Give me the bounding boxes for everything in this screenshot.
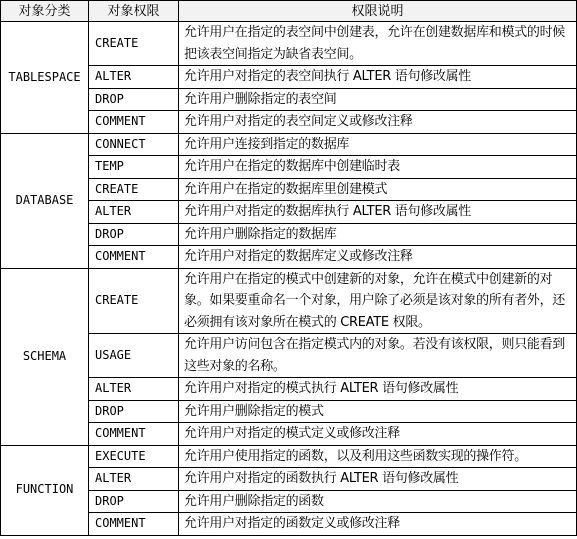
description-cell: 允许用户对指定的函数定义或修改注释 xyxy=(179,513,577,536)
permission-cell: CONNECT xyxy=(89,133,179,156)
header-category: 对象分类 xyxy=(1,1,89,22)
table-row xyxy=(1,445,577,468)
description-cell: 允许用户对指定的表空间定义或修改注释 xyxy=(179,111,577,134)
category-cell: DATABASE xyxy=(1,133,89,268)
description-cell: 允许用户在指定的模式中创建新的对象，允许在模式中创建新的对象。如果要重命名一个对象，用户除了必须是该对象的所有者外，还必须拥有该对象所在模式的 CREATE 权限。 xyxy=(179,268,577,334)
permission-cell: ALTER xyxy=(89,66,179,89)
header-permission: 对象权限 xyxy=(89,1,179,22)
permission-cell: ALTER xyxy=(89,378,179,401)
table-row xyxy=(1,268,577,334)
permission-cell: ALTER xyxy=(89,468,179,491)
description-cell: 允许用户删除指定的数据库 xyxy=(179,223,577,246)
permission-cell: COMMENT xyxy=(89,423,179,446)
description-cell: 允许用户对指定的模式执行 ALTER 语句修改属性 xyxy=(179,378,577,401)
permission-cell: CREATE xyxy=(89,178,179,201)
header-row xyxy=(1,1,577,22)
permission-cell: ALTER xyxy=(89,201,179,224)
permission-cell: DROP xyxy=(89,490,179,513)
permission-cell: CREATE xyxy=(89,22,179,66)
category-cell: FUNCTION xyxy=(1,445,89,535)
permission-cell: EXECUTE xyxy=(89,445,179,468)
description-cell: 允许用户删除指定的模式 xyxy=(179,400,577,423)
description-cell: 允许用户对指定的函数执行 ALTER 语句修改属性 xyxy=(179,468,577,491)
description-cell: 允许用户对指定的表空间执行 ALTER 语句修改属性 xyxy=(179,66,577,89)
header-description: 权限说明 xyxy=(179,1,577,22)
permission-cell: USAGE xyxy=(89,334,179,378)
permission-cell: COMMENT xyxy=(89,246,179,269)
description-cell: 允许用户连接到指定的数据库 xyxy=(179,133,577,156)
description-cell: 允许用户访问包含在指定模式内的对象。若没有该权限，则只能看到这些对象的名称。 xyxy=(179,334,577,378)
permission-cell: DROP xyxy=(89,223,179,246)
description-cell: 允许用户对指定的模式定义或修改注释 xyxy=(179,423,577,446)
permission-cell: CREATE xyxy=(89,268,179,334)
permission-cell: TEMP xyxy=(89,156,179,179)
description-cell: 允许用户对指定的数据库执行 ALTER 语句修改属性 xyxy=(179,201,577,224)
permission-cell: DROP xyxy=(89,400,179,423)
category-cell: TABLESPACE xyxy=(1,22,89,134)
table-row xyxy=(1,22,577,66)
description-cell: 允许用户删除指定的函数 xyxy=(179,490,577,513)
description-cell: 允许用户在指定的数据库里创建模式 xyxy=(179,178,577,201)
description-cell: 允许用户在指定的数据库中创建临时表 xyxy=(179,156,577,179)
category-cell: SCHEMA xyxy=(1,268,89,445)
description-cell: 允许用户对指定的数据库定义或修改注释 xyxy=(179,246,577,269)
description-cell: 允许用户使用指定的函数，以及利用这些函数实现的操作符。 xyxy=(179,445,577,468)
description-cell: 允许用户删除指定的表空间 xyxy=(179,88,577,111)
permission-cell: COMMENT xyxy=(89,111,179,134)
permission-cell: DROP xyxy=(89,88,179,111)
table-row xyxy=(1,133,577,156)
permission-cell: COMMENT xyxy=(89,513,179,536)
description-cell: 允许用户在指定的表空间中创建表，允许在创建数据库和模式的时候把该表空间指定为缺省表空间。 xyxy=(179,22,577,66)
